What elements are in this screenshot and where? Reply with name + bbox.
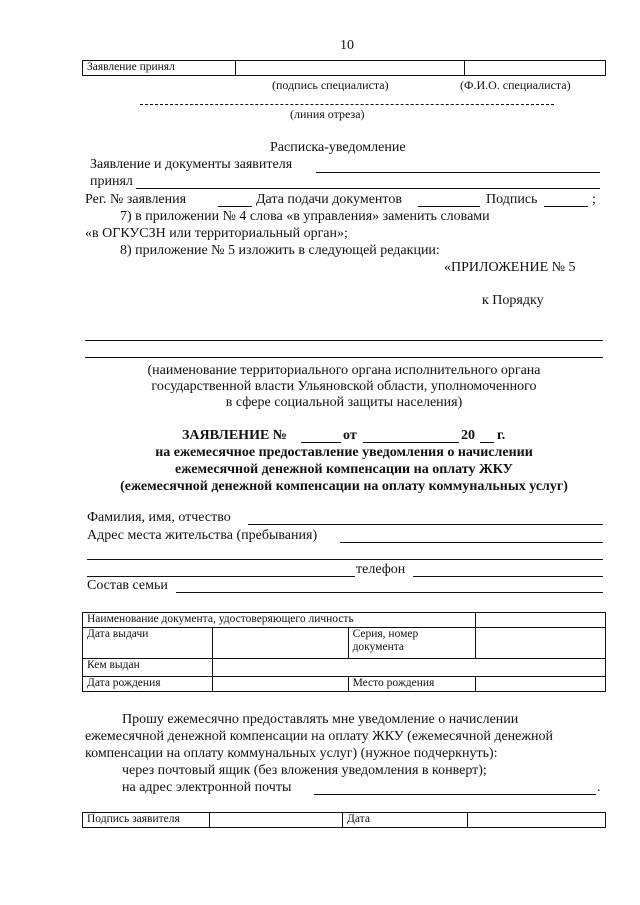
birth-place-cell[interactable]	[476, 677, 606, 692]
cut-line-caption: (линия отреза)	[290, 107, 365, 121]
application-title-year: 20	[461, 428, 475, 443]
authority-caption-2: государственной власти Ульяновской области, уполномоченного	[151, 379, 537, 394]
appendix-title: «ПРИЛОЖЕНИЕ № 5	[444, 260, 576, 275]
to-order: к Порядку	[482, 293, 544, 308]
phone-field[interactable]	[413, 576, 603, 577]
request-line2: ежемесячной денежной компенсации на оплату ЖКУ (ежемесячной денежной	[85, 729, 554, 744]
applicant-sign-label: Подпись заявителя	[83, 813, 210, 828]
amendment-8: 8) приложение № 5 изложить в следующей редакции:	[120, 243, 440, 258]
application-title-year-suffix: г.	[497, 428, 506, 443]
submission-date-label: Дата подачи документов	[256, 192, 402, 207]
address-field-line2[interactable]	[87, 559, 603, 560]
address-field-line3[interactable]	[87, 576, 355, 577]
series-number-cell[interactable]	[476, 628, 606, 659]
amendment-7-line1: 7) в приложении № 4 слова «в управления» заменить словами	[120, 209, 490, 224]
accepted-by-table	[82, 60, 606, 76]
application-title-prefix: ЗАЯВЛЕНИЕ №	[182, 428, 287, 443]
specialist-signature-cell	[236, 61, 465, 76]
address-field[interactable]	[340, 542, 603, 543]
option-email-end: .	[597, 780, 601, 795]
fio-label: Фамилия, имя, отчество	[87, 510, 231, 525]
receipt-sign-end: ;	[592, 192, 596, 207]
address-label: Адрес места жительства (пребывания)	[87, 528, 318, 543]
fio-caption: (Ф.И.О. специалиста)	[460, 78, 571, 92]
receipt-sign-blank	[544, 206, 588, 207]
authority-caption-3: в сфере социальной защиты населения)	[225, 395, 463, 410]
family-label: Состав семьи	[87, 578, 168, 593]
birth-date-label: Дата рождения	[83, 677, 213, 692]
receipt-line2-blank	[136, 188, 600, 189]
option-mailbox[interactable]: через почтовый ящик (без вложения уведомления в конверт);	[122, 763, 487, 778]
receipt-line2: принял	[90, 174, 133, 189]
application-subtitle-1: на ежемесячное предоставление уведомления о начислении	[155, 445, 533, 460]
cut-line	[140, 104, 554, 105]
authority-line-1	[85, 340, 603, 341]
authority-caption-1: (наименование территориального органа исполнительного органа	[147, 363, 541, 378]
application-subtitle-3: (ежемесячной денежной компенсации на оплату коммунальных услуг)	[120, 479, 568, 494]
fio-field[interactable]	[248, 524, 603, 525]
email-field[interactable]	[314, 794, 596, 795]
accepted-label: Заявление принял	[83, 61, 236, 76]
request-line3: компенсации на оплату коммунальных услуг) (нужное подчеркнуть):	[85, 746, 498, 761]
family-field[interactable]	[176, 592, 603, 593]
reg-number-label: Рег. № заявления	[85, 192, 187, 207]
id-doc-name-cell[interactable]	[476, 613, 606, 628]
request-line1: Прошу ежемесячно предоставлять мне уведомление о начислении	[122, 712, 519, 727]
applicant-signature-table	[82, 812, 606, 828]
page-number: 10	[340, 38, 354, 53]
specialist-fio-cell	[465, 61, 606, 76]
series-number-label: Серия, номер документа	[348, 628, 476, 659]
reg-number-blank	[218, 206, 252, 207]
phone-label: телефон	[356, 562, 406, 577]
amendment-7-line2: «в ОГКУСЗН или территориальный орган»;	[85, 226, 348, 241]
id-document-table	[82, 612, 606, 692]
issued-by-label: Кем выдан	[83, 659, 213, 677]
application-year-blank	[480, 442, 494, 443]
signature-caption: (подпись специалиста)	[272, 78, 389, 92]
option-email[interactable]: на адрес электронной почты	[122, 780, 292, 795]
birth-date-cell[interactable]	[212, 677, 348, 692]
application-number-blank	[301, 442, 341, 443]
submission-date-blank	[418, 206, 480, 207]
application-subtitle-2: ежемесячной денежной компенсации на оплату ЖКУ	[175, 462, 513, 477]
receipt-sign-label: Подпись	[486, 192, 538, 207]
id-doc-header: Наименование документа, удостоверяющего личность	[83, 613, 476, 628]
applicant-sign-cell[interactable]	[210, 813, 343, 828]
receipt-line1: Заявление и документы заявителя	[90, 157, 293, 172]
application-date-blank	[363, 442, 459, 443]
issued-by-cell[interactable]	[212, 659, 605, 677]
receipt-line1-blank	[316, 172, 600, 173]
authority-line-2	[85, 357, 603, 358]
application-title-from: от	[343, 428, 357, 443]
birth-place-label: Место рождения	[348, 677, 476, 692]
receipt-title: Расписка-уведомление	[270, 140, 406, 155]
issue-date-cell[interactable]	[212, 628, 348, 659]
sign-date-cell[interactable]	[468, 813, 606, 828]
issue-date-label: Дата выдачи	[83, 628, 213, 659]
sign-date-label: Дата	[343, 813, 468, 828]
